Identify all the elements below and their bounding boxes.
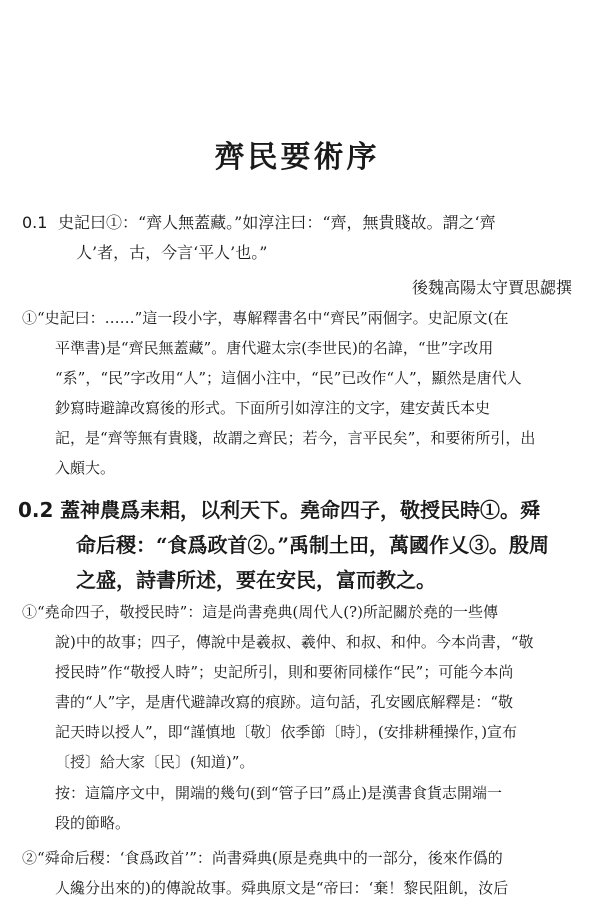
footnote-line: 記，是“齊等無有貴賤，故謂之齊民；若今，言平民矣”，和要術所引，出 [55, 429, 536, 447]
footnote-line: 入頗大。 [55, 459, 116, 477]
page-title: 齊民要術序 [214, 140, 380, 175]
text-line: 史記曰①：“齊人無蓋藏。”如淳注曰：“齊，無貴賤故。謂之‘齊 [58, 213, 496, 232]
footnote-line: ②“舜命后稷：‘食爲政首’”：尚書舜典(原是堯典中的一部分，後來作僞的 [22, 849, 503, 867]
paragraph-number: 0.1 [22, 213, 48, 232]
text-line: 人’者，古，今言‘平人’也。” [76, 243, 268, 262]
footnote-line: 段的節略。 [55, 814, 131, 832]
footnote-line: 說)中的故事；四子，傳說中是羲叔、羲仲、和叔、和仲。今本尚書，“敬 [55, 633, 534, 651]
footnote-line: 記天時以授人”，即“謹慎地〔敬〕依季節〔時〕，(安排耕種操作，)宣布 [55, 723, 518, 741]
footnote-line: 〔授〕給大家〔民〕(知道)”。 [55, 753, 255, 771]
footnote-line: 人纔分出來的)的傳說故事。舜典原文是“帝曰：‘棄！黎民阻飢，汝后 [55, 879, 509, 897]
paragraph-number: 0.2 [18, 498, 54, 522]
footnote-line: 平準書)是“齊民無蓋藏”。唐代避太宗(李世民)的名諱，“世”字改用 [55, 339, 494, 357]
footnote-line: 授民時”作“敬授人時”；史記所引，則和要術同樣作“民”；可能今本尚 [55, 663, 514, 681]
text-line: 命后稷：“食爲政首②。”禹制土田，萬國作乂③。殷周 [76, 533, 550, 557]
footnote-line: 鈔寫時避諱改寫後的形式。下面所引如淳注的文字，建安黃氏本史 [55, 399, 491, 417]
text-line: 之盛，詩書所述，要在安民，富而教之。 [76, 568, 436, 592]
footnote-line: 書的“人”字，是唐代避諱改寫的痕跡。這句話，孔安國底解釋是：“敬 [55, 693, 514, 711]
text-line: 蓋神農爲耒耜，以利天下。堯命四子，敬授民時①。舜 [60, 498, 540, 522]
footnote-line: “系”，“民”字改用“人”；這個小注中，“民”已改作“人”，顯然是唐代人 [55, 369, 522, 387]
footnote-line: ①“史記曰：……”這一段小字，專解釋書名中“齊民”兩個字。史記原文(在 [22, 309, 509, 327]
footnote-line: ①“堯命四子，敬授民時”：這是尚書堯典(周代人(?)所記關於堯的一些傳 [22, 603, 498, 621]
footnote-line: 按：這篇序文中，開端的幾句(到“管子曰”爲止)是漢書食貨志開端一 [55, 784, 503, 802]
author-attribution: 後魏高陽太守賈思勰撰 [411, 278, 572, 297]
